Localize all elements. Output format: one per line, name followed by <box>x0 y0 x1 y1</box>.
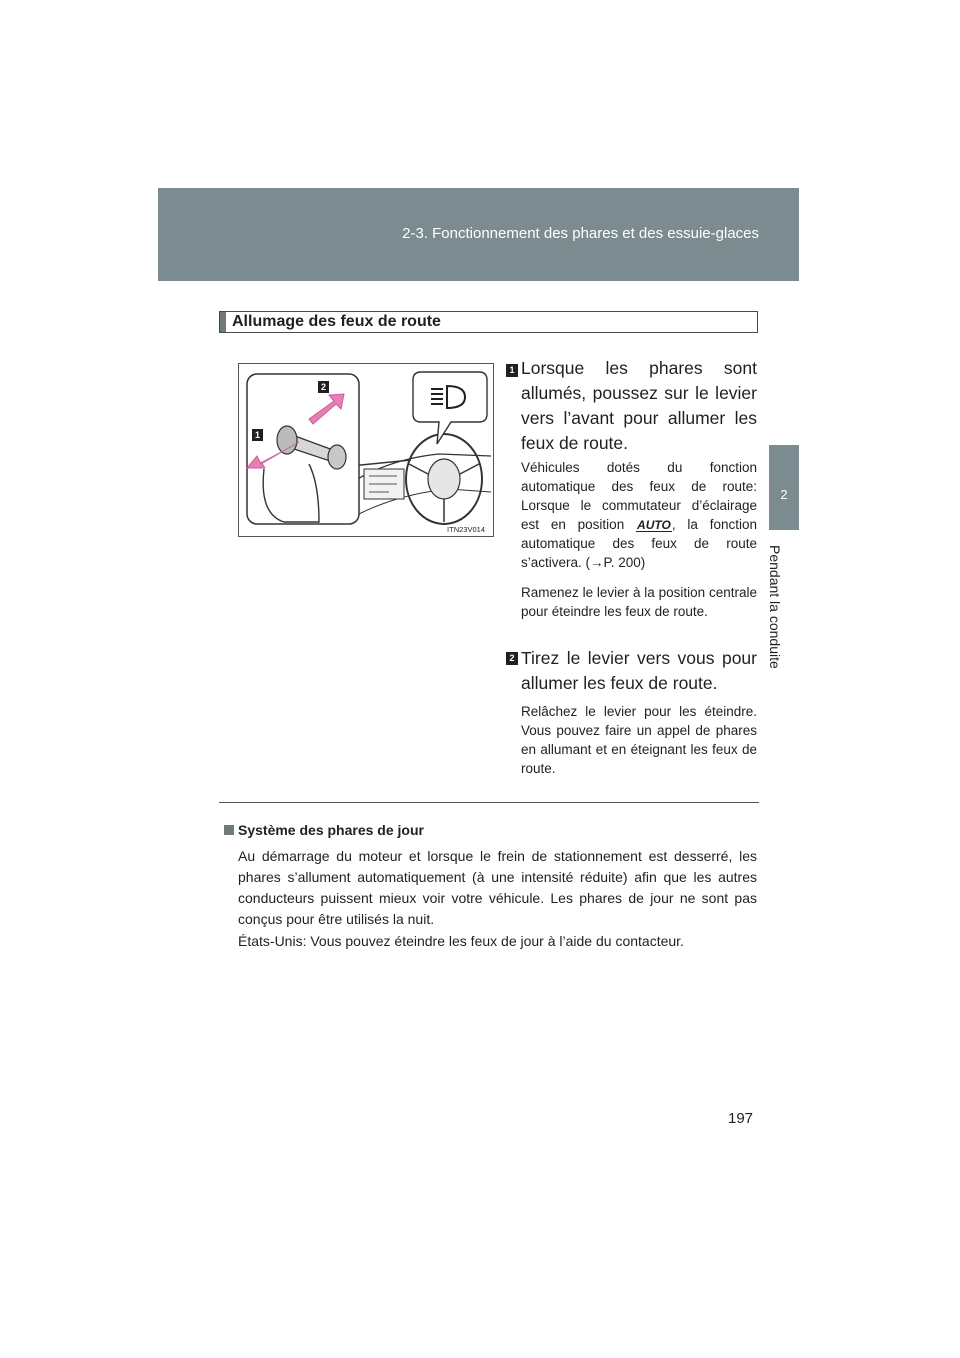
lever-illustration <box>238 363 494 537</box>
step-2-note-1 <box>505 702 757 778</box>
step-number-2: 2 <box>506 652 518 665</box>
step-number-1: 1 <box>506 364 518 377</box>
note-heading <box>224 822 424 838</box>
step-1-note-1 <box>505 458 757 572</box>
step-2 <box>505 646 757 696</box>
auto-symbol: AUTO <box>637 518 671 532</box>
step-2-note-1-text: Relâchez le levier pour les éteindre. Vous pouvez faire un appel de phares en allumant et en éteignant les feux de route. <box>521 704 757 776</box>
callout-2: 2 <box>320 382 327 392</box>
section-heading <box>219 311 758 333</box>
step-1-note-1-text-a: Véhicules dotés du fonction automatique des feux de route: Lorsque le commutateur d’éclairage est en position <box>521 460 757 532</box>
note-paragraph-1: Au démarrage du moteur et lorsque le frein de stationnement est desserré, les phares s’allument automatiquement (à une intensité réduite) afin que les autres conducteurs puissent mieux voir votre véhicule. Les phares de jour ne sont pas conçus pour être utilisés la nuit. <box>238 848 757 927</box>
chapter-title: 2-3. Fonctionnement des phares et des essuie-glaces <box>402 225 759 242</box>
figure-code: ITN23V014 <box>447 525 485 534</box>
section-divider <box>219 802 759 803</box>
chapter-tab <box>769 445 799 530</box>
step-1-instruction: Lorsque les phares sont allumés, poussez sur le levier vers l’avant pour allumer les feux de route. <box>521 358 757 453</box>
step-2-instruction: Tirez le levier vers vous pour allumer les feux de route. <box>521 648 757 693</box>
section-title: Allumage des feux de route <box>232 313 441 330</box>
page-number: 197 <box>728 1110 754 1127</box>
note-bullet-icon <box>224 825 234 835</box>
chapter-number: 2 <box>780 487 788 502</box>
step-1-note-1-text-b: , la fonction automatique des feux de route s’activera. (→P. 200) <box>521 517 757 570</box>
chapter-header <box>158 188 799 281</box>
step-1 <box>505 356 757 456</box>
chapter-label: Pendant la conduite <box>767 545 783 669</box>
lever-drawing <box>239 364 493 536</box>
callout-1: 1 <box>254 430 261 440</box>
section-heading-bar <box>220 312 226 332</box>
step-1-note-2-text: Ramenez le levier à la position centrale pour éteindre les feux de route. <box>521 585 757 619</box>
note-paragraph-2: États-Unis: Vous pouvez éteindre les feux de jour à l’aide du contacteur. <box>238 933 684 949</box>
note-title: Système des phares de jour <box>238 822 424 838</box>
step-1-note-2 <box>505 583 757 621</box>
